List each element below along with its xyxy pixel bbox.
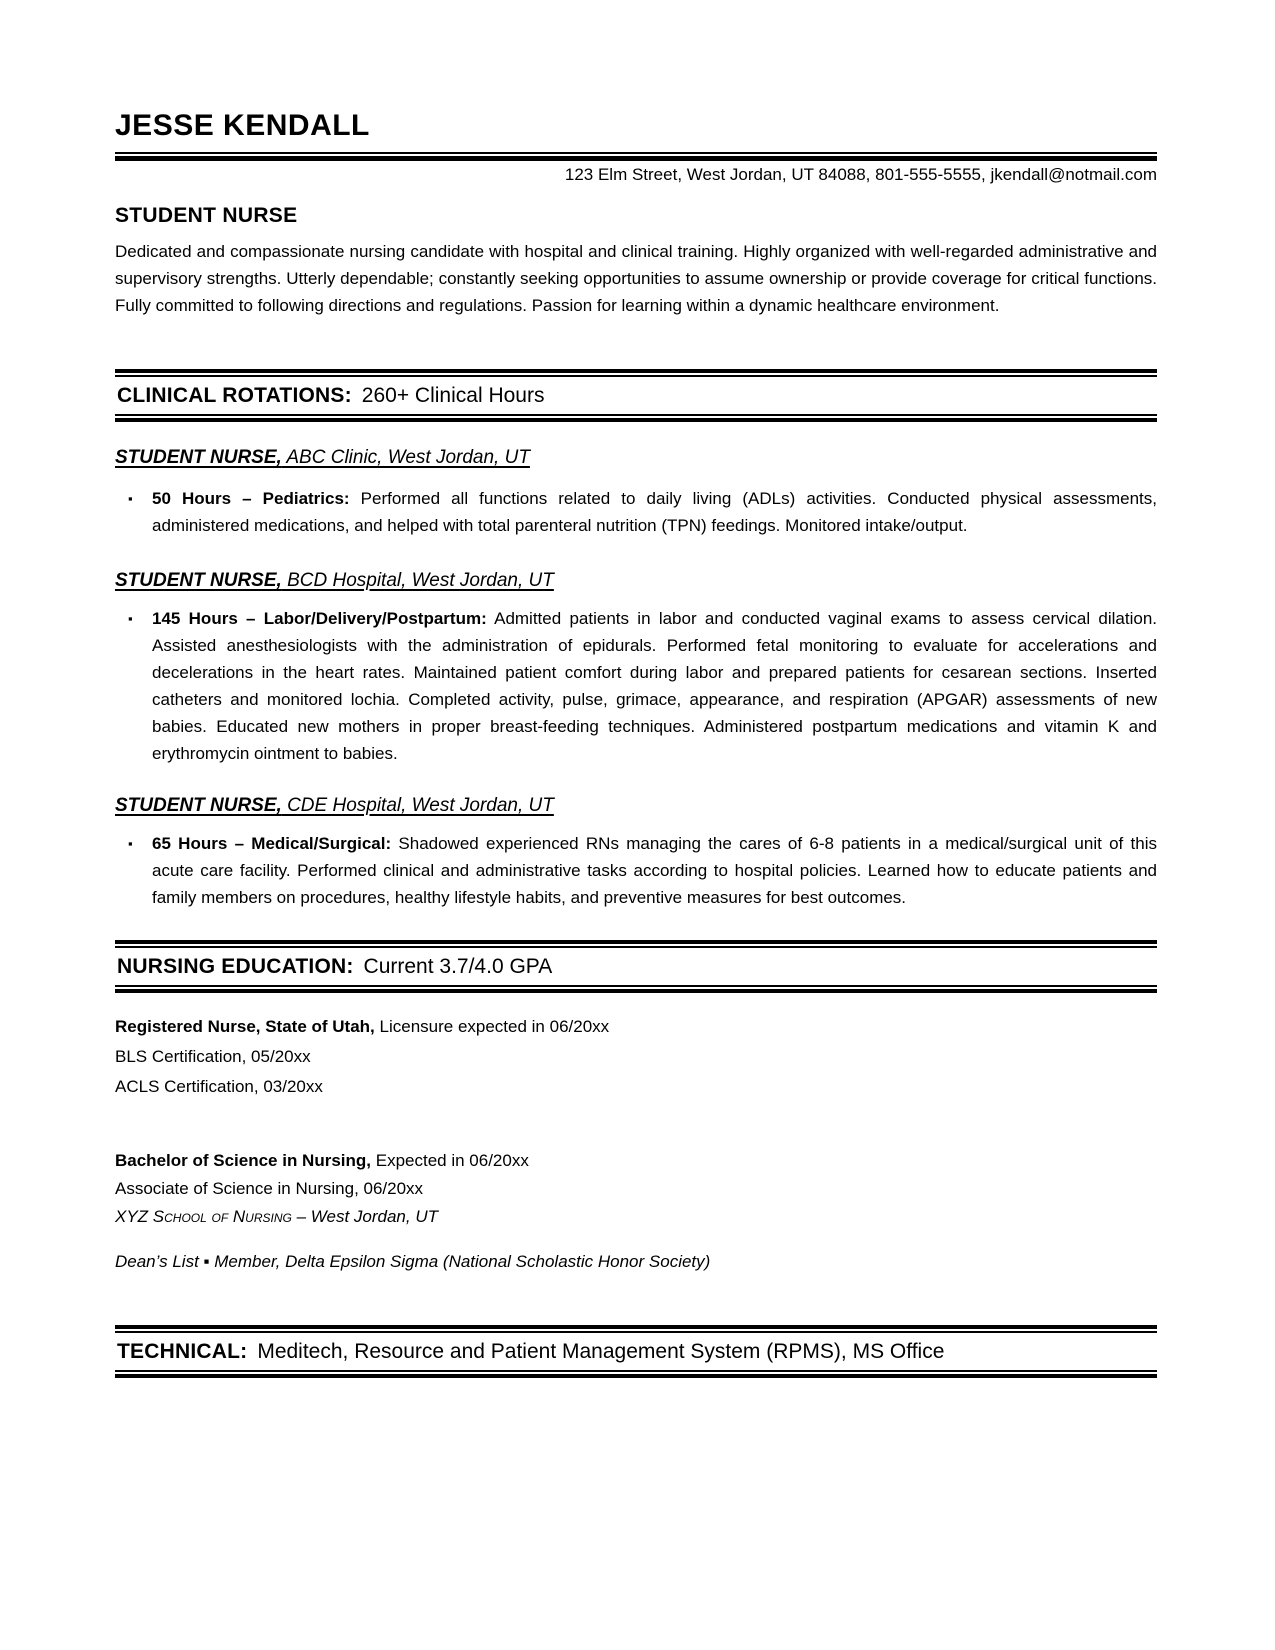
rotation-heading-abc-clinic [115,446,1157,470]
section-subtitle: Meditech, Resource and Patient Management System (RPMS), MS Office [257,1340,945,1363]
rotation-role: STUDENT NURSE, [115,570,282,591]
contact-line: 123 Elm Street, West Jordan, UT 84088, 801-555-5555, jkendall@notmail.com [564,165,1157,184]
rotation-heading-bcd-hospital [115,569,1157,593]
rotation-role: STUDENT NURSE, [115,447,282,468]
rotation-location: CDE Hospital, West Jordan, UT [281,795,554,816]
rotation-heading-cde-hospital [115,794,1157,818]
school-location: – West Jordan, UT [291,1207,438,1226]
degree-rest: Expected in 06/20xx [371,1151,529,1170]
summary-paragraph: Dedicated and compassionate nursing candidate with hospital and clinical training. Highly organized with well-regarded administrative and supervisory strengths. Utterly dependable; constantly seeking opportunities to assume ownership or provide coverage for critical functions. Fully committed to following directions and regulations. Passion for learning within a dynamic healthcare environment. [115,242,1157,315]
degree-list [115,1147,1157,1231]
section-rule-top [115,369,1157,377]
square-bullet-icon: ▪ [128,611,133,626]
honors-line: Dean’s List ▪ Member, Delta Epsilon Sigma (National Scholastic Honor Society) [115,1252,711,1271]
bullet-lead: 65 Hours – Medical/Surgical: [152,834,392,853]
section-header-text [115,948,1157,985]
section-subtitle: 260+ Clinical Hours [361,384,545,407]
section-header-nursing-education [115,940,1157,993]
bullet-body: Performed all functions related to daily living (ADLs) activities. Conducted physical assessments, administered medications, and helped with total parenteral nutrition (TPN) feedings. Monitored intake/output. [152,489,1157,535]
school-line [115,1203,1157,1231]
rotation-location: ABC Clinic, West Jordan, UT [281,447,530,468]
degree-rest: Associate of Science in Nursing, 06/20xx [115,1179,424,1198]
square-bullet-icon: ▪ [128,836,133,851]
licensure-line-acls [115,1072,1157,1102]
section-title: TECHNICAL: [117,1340,248,1363]
section-rule-bottom [115,414,1157,422]
section-header-clinical-rotations [115,369,1157,422]
degree-line-asn [115,1175,1157,1203]
section-title: CLINICAL ROTATIONS: [117,384,352,407]
bullet-lead: 50 Hours – Pediatrics: [152,489,350,508]
school-name: XYZ School of Nursing [115,1207,292,1226]
licensure-line-rn [115,1012,1157,1042]
degree-line-bsn [115,1147,1157,1175]
section-header-text [115,377,1157,414]
person-name: JESSE KENDALL [115,109,370,142]
square-bullet-icon: ▪ [128,491,133,506]
section-header-technical [115,1325,1157,1378]
section-subtitle: Current 3.7/4.0 GPA [363,955,553,978]
bullet-text [152,485,1157,539]
bullet-body: Admitted patients in labor and conducted vaginal exams to assess cervical dilation. Assisted anesthesiologists with the administration of epidurals. Performed fetal monitoring to evaluate for accelerations and decelerations in the heart rates. Maintained patient comfort during labor and prepared patients for cesarean sections. Inserted catheters and monitored lochia. Completed activity, pulse, grimace, appearance, and respiration (APGAR) assessments of new babies. Educated new mothers in proper breast-feeding techniques. Administered postpartum medications and vitamin K and erythromycin ointment to babies. [152,609,1158,763]
licensure-rest: Licensure expected in 06/20xx [374,1017,610,1036]
resume-title: STUDENT NURSE [115,204,298,227]
degree-lead: Bachelor of Science in Nursing, [115,1151,372,1170]
section-title: NURSING EDUCATION: [117,955,354,978]
section-header-text [115,1333,1157,1370]
rotation-bullet-medical-surgical [115,830,1157,911]
rotation-location: BCD Hospital, West Jordan, UT [281,570,554,591]
section-rule-top [115,1325,1157,1333]
licensure-lead: Registered Nurse, State of Utah, [115,1017,375,1036]
section-rule-bottom [115,1370,1157,1378]
rule-thin [115,152,1157,154]
licensure-rest: BLS Certification, 05/20xx [115,1047,311,1066]
rotation-role: STUDENT NURSE, [115,795,282,816]
bullet-body: Shadowed experienced RNs managing the cares of 6-8 patients in a medical/surgical unit of this acute care facility. Performed clinical and administrative tasks according to hospital policies. Learned how to educate patients and family members on procedures, healthy lifestyle habits, and preventive measures for best outcomes. [152,834,1157,907]
bullet-text [152,830,1157,911]
licensure-rest: ACLS Certification, 03/20xx [115,1077,323,1096]
section-rule-bottom [115,985,1157,993]
rule-thick [115,156,1157,161]
bullet-text [152,605,1157,767]
licensure-list [115,1012,1157,1102]
rotation-bullet-labor-delivery [115,605,1157,767]
licensure-line-bls [115,1042,1157,1072]
header-double-rule [115,152,1157,161]
rotation-bullet-pediatrics [115,485,1157,539]
section-rule-top [115,940,1157,948]
bullet-lead: 145 Hours – Labor/Delivery/Postpartum: [152,609,487,628]
